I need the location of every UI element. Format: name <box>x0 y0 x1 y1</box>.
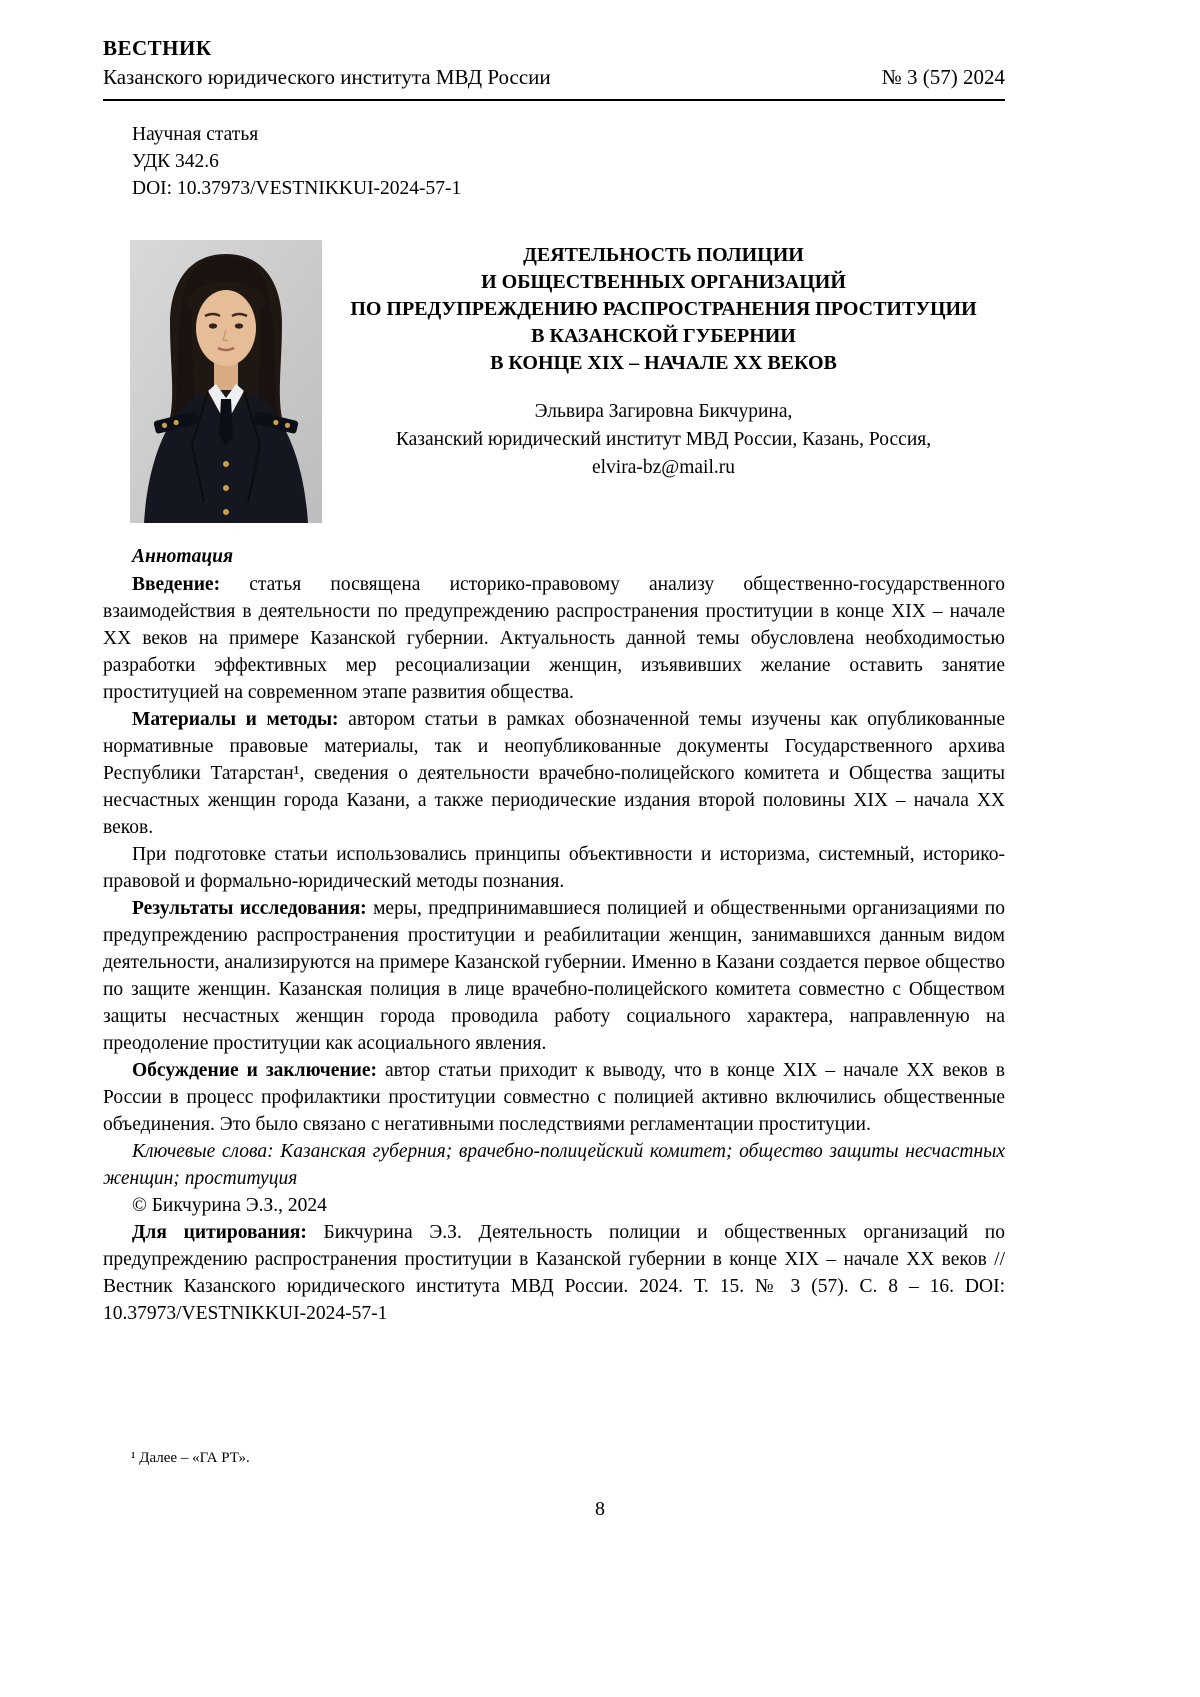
author-affiliation: Казанский юридический институт МВД России, Казань, Россия, <box>395 429 932 450</box>
keywords-label: Ключевые слова: <box>132 1141 274 1162</box>
title-block <box>103 240 1005 523</box>
citation-label: Для цитирования: <box>132 1222 307 1243</box>
keywords-paragraph <box>103 1138 1005 1192</box>
author-block <box>322 398 1005 482</box>
paragraph-text: статья посвящена историко-правовому анализу общественно-государственного взаимодействия в деятельности по предупреждению распространения проституции в конце XIX – начале XX веков на примере Казанской губернии. Актуальность данной темы обусловлена необходимостью разработки эффективных мер ресоциализации женщин, изъявивших желание оставить занятие проституцией на современном этапе развития общества. <box>103 574 1005 703</box>
abstract-body <box>103 571 1005 1327</box>
journal-subtitle: Казанского юридического института МВД России <box>103 65 551 89</box>
citation-text: Бикчурина Э.З. Деятельность полиции и общественных организаций по предупреждению распространения проституции в Казанской губернии в конце XIX – начале XX веков // Вестник Казанского юридического института МВД России. 2024. Т. 15. № 3 (57). С. 8 – 16. DOI: 10.37973/VESTNIKKUI-2024-57-1 <box>103 1222 1005 1324</box>
paragraph-introduction <box>103 571 1005 706</box>
article-title-line: И ОБЩЕСТВЕННЫХ ОРГАНИЗАЦИЙ <box>481 271 846 293</box>
paragraph-label: Материалы и методы: <box>132 709 339 730</box>
paragraph-methods-principles <box>103 841 1005 895</box>
article-title <box>322 242 1005 377</box>
footnote: ¹ Далее – «ГА РТ». <box>131 1450 250 1466</box>
article-type-label: Научная статья <box>132 124 259 145</box>
article-title-line: В КАЗАНСКОЙ ГУБЕРНИИ <box>531 325 796 347</box>
paragraph-label: Обсуждение и заключение: <box>132 1060 378 1081</box>
copyright-line: © Бикчурина Э.З., 2024 <box>132 1195 327 1216</box>
issue-number: № 3 (57) 2024 <box>881 65 1005 89</box>
citation-paragraph <box>103 1219 1005 1327</box>
paragraph-materials-methods <box>103 706 1005 841</box>
keywords-text: Казанская губерния; врачебно-полицейский комитет; общество защиты несчастных женщин; проституция <box>103 1141 1005 1189</box>
paragraph-text: автором статьи в рамках обозначенной темы изучены как опубликованные нормативные правовые материалы, так и неопубликованные документы Государственного архива Республики Татарстан¹, сведения о деятельности врачебно-полицейского комитета и Общества защиты несчастных женщин города Казани, а также периодические издания второй половины XIX – начала XX веков. <box>103 709 1005 838</box>
abstract-heading: Аннотация <box>132 546 234 567</box>
author-portrait-image <box>130 240 322 523</box>
article-title-line: ПО ПРЕДУПРЕЖДЕНИЮ РАСПРОСТРАНЕНИЯ ПРОСТИТУЦИИ <box>350 298 977 320</box>
paragraph-discussion-conclusion <box>103 1057 1005 1138</box>
doi-label: DOI: 10.37973/VESTNIKKUI-2024-57-1 <box>132 178 462 199</box>
article-title-line: В КОНЦЕ XIX – НАЧАЛЕ XX ВЕКОВ <box>490 352 837 374</box>
article-meta <box>103 121 1005 202</box>
author-name: Эльвира Загировна Бикчурина, <box>534 401 793 422</box>
paragraph-label: Введение: <box>132 574 221 595</box>
journal-title: ВЕСТНИК <box>103 36 212 60</box>
paragraph-text: При подготовке статьи использовались принципы объективности и историзма, системный, историко-правовой и формально-юридический методы познания. <box>103 844 1005 892</box>
paragraph-results <box>103 895 1005 1057</box>
author-photo <box>130 240 322 523</box>
author-email[interactable]: elvira-bz@mail.ru <box>591 457 736 478</box>
journal-name <box>103 34 551 92</box>
paragraph-text: меры, предпринимавшиеся полицией и общественными организациями по предупреждению распространения проституции и реабилитации женщин, занимавшихся данным видом деятельности, анализируются на примере Казанской губернии. Именно в Казани создается первое общество по защите женщин. Казанская полиция в лице врачебно-полицейского комитета совместно с Обществом защиты несчастных женщин города проводила работу социального характера, направленную на преодоление проституции как асоциального явления. <box>103 898 1005 1054</box>
header-divider <box>103 99 1005 101</box>
journal-masthead <box>103 34 1005 101</box>
paragraph-text: автор статьи приходит к выводу, что в конце XIX – начале XX веков в России в процесс профилактики проституции совместно с полицией активно включились общественные объединения. Это было связано с негативными последствиями регламентации проституции. <box>103 1060 1005 1135</box>
udk-label: УДК 342.6 <box>132 151 219 172</box>
paragraph-label: Результаты исследования: <box>132 898 367 919</box>
page-number: 8 <box>595 1498 605 1520</box>
article-title-line: ДЕЯТЕЛЬНОСТЬ ПОЛИЦИИ <box>523 244 804 266</box>
